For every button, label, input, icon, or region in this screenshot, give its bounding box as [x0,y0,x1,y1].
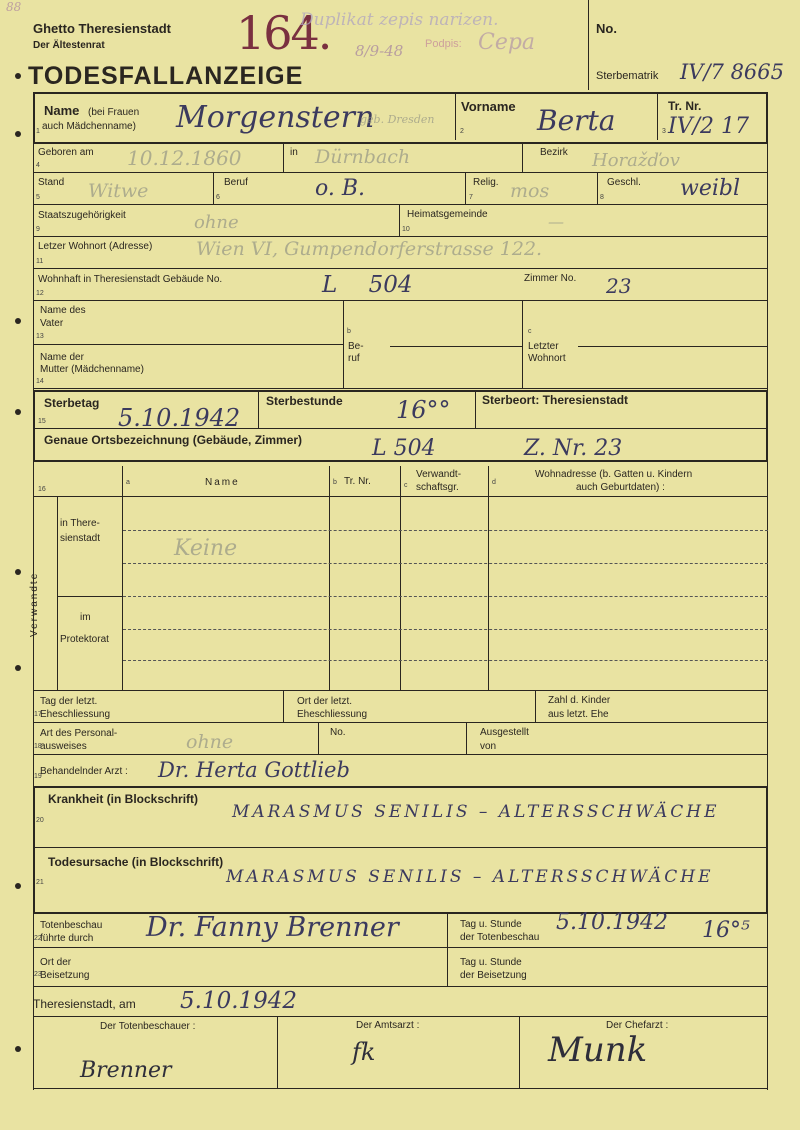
divider [329,466,330,690]
row-line [57,596,122,597]
field-number: 11 [36,258,44,265]
field-number: 16 [38,486,46,493]
ortsbezeichnung-building: L 504 [372,436,436,461]
vater-label2: Vater [40,318,64,329]
name-sub1: (bei Frauen [88,107,140,118]
beisetzung-ort-label2: Beisetzung [40,970,90,981]
divider [475,392,476,428]
in-theresienstadt-label2: sienstadt [60,533,101,544]
in-theresienstadt-label1: in There- [60,518,100,529]
header-divider [588,0,589,90]
sterbematrik-value: IV/7 8665 [680,60,785,84]
divider [657,94,658,140]
divider [522,300,523,388]
mutter-label1: Name der [40,352,84,363]
field-number: 7 [469,194,473,201]
field-number: 21 [36,879,44,886]
col-name: Name [205,477,240,488]
bezirk-value: Horažďov [592,150,680,171]
beisetzung-tag-label1: Tag u. Stunde [460,957,522,968]
col-wohn2: auch Geburtdaten) : [576,482,665,493]
parent-wohnort-label1: Letzter [528,341,559,352]
document-title: TODESFALLANZEIGE [28,62,304,90]
binder-hole [15,883,21,889]
name-label: Name [44,103,80,118]
ausweis-value: ohne [186,731,234,753]
name-sub2: auch Mädchenname) [42,121,136,132]
arzt-value: Dr. Herta Gottlieb [158,758,350,782]
totenbeschau-value: Dr. Fanny Brenner [146,912,399,943]
divider [597,172,598,204]
right-border [767,92,768,1090]
row-line [33,268,768,269]
ehe-ort-label1: Ort der letzt. [297,696,353,707]
divider [522,142,523,172]
row-line [33,722,768,723]
vater-label1: Name des [40,305,86,316]
maiden-name-value: geb. Dresden [360,113,435,126]
divider [318,722,319,754]
field-number: 17 [34,711,42,718]
field-letter: b [347,328,351,335]
stamp-date: 8/9-48 [355,42,404,60]
chefarzt-label: Der Chefarzt : [606,1020,669,1031]
col-wohn1: Wohnadresse (b. Gatten u. Kindern [535,469,693,480]
field-number: 9 [36,226,40,233]
relig-label: Relig. [473,177,499,188]
geschl-label: Geschl. [607,177,641,188]
in-label: in [290,147,298,158]
divider [488,466,489,690]
parent-beruf-label1: Be- [348,341,364,352]
ausgestellt-label2: von [480,741,497,752]
parent-beruf-label2: ruf [348,353,360,364]
amtsarzt-signature: fk [352,1038,376,1066]
binder-hole [15,1046,21,1052]
sterbetag-label: Sterbetag [44,396,100,410]
row-line [33,754,768,755]
geboren-label: Geboren am [38,147,94,158]
sterbematrik-label: Sterbematrik [596,70,659,82]
beisetzung-tag-label2: der Beisetzung [460,970,527,981]
vorname-label: Vorname [461,99,516,114]
tr-label: Tr. Nr. [668,99,702,113]
divider [465,172,466,204]
dotted-line [123,660,768,661]
divider [447,912,448,986]
org-name: Ghetto Theresienstadt [33,21,171,36]
gebaeude-label: Wohnhaft in Theresienstadt Gebäude No. [38,274,223,285]
relig-value: mos [510,180,550,202]
zimmer-value: 23 [606,274,632,298]
beisetzung-ort-label1: Ort der [40,957,72,968]
faint-stamp: Duplikat zepis narizen. [300,10,499,30]
divider [213,172,214,204]
row-line [33,204,768,205]
field-number: 12 [36,290,44,297]
totenbeschau-time: 16°⁵ [702,918,750,943]
field-number: 2 [460,128,464,135]
divider [535,690,536,722]
binder-hole [15,569,21,575]
field-letter: c [404,482,408,489]
beruf-label: Beruf [224,177,248,188]
field-number: 13 [36,333,44,340]
totenbeschauer-label: Der Totenbeschauer : [100,1021,196,1032]
binder-hole [15,665,21,671]
field-number: 8 [600,194,604,201]
handwritten-number: 164. [236,6,331,60]
todesursache-label: Todesursache (in Blockschrift) [48,855,224,869]
col-verw1: Verwandt- [416,469,462,480]
ehe-tag-label1: Tag der letzt. [40,696,98,707]
geboren-value: 10.12.1860 [127,146,242,170]
field-number: 18 [34,743,42,750]
field-letter: a [126,479,130,486]
parent-wohnort-label2: Wohnort [528,353,566,364]
field-number: 3 [662,128,666,135]
place-date-value: 5.10.1942 [180,988,298,1014]
in-value: Dürnbach [315,146,411,168]
divider [283,142,284,172]
binder-hole [15,409,21,415]
row-line [35,847,766,848]
org-department: Der Ältestenrat [33,40,105,51]
divider [122,466,123,690]
field-number: 15 [38,418,46,425]
no-label: No. [596,21,617,36]
krankheit-value: MARASMUS SENILIS – ALTERSSCHWÄCHE [232,802,720,822]
podpis-label: Podpis: [425,38,462,50]
field-number: 6 [216,194,220,201]
bottom-border [33,1088,768,1089]
staat-value: ohne [194,212,239,233]
row-line [33,172,768,173]
geschl-value: weibl [680,176,741,201]
ehe-ort-label2: Eheschliessung [297,709,368,720]
protektorat-label: Protektorat [60,634,109,645]
row-line [390,346,522,347]
surname-value: Morgenstern [176,100,375,135]
totenbeschau-label2: führte durch [40,933,94,944]
im-label: im [80,612,91,623]
totenbeschau-label1: Totenbeschau [40,920,103,931]
ausweis-no-label: No. [330,727,346,738]
beruf-value: o. B. [315,176,366,201]
ortsbezeichnung-label: Genaue Ortsbezeichnung (Gebäude, Zimmer) [44,433,303,447]
wohnort-label: Letzer Wohnort (Adresse) [38,241,153,252]
row-line [33,388,768,389]
field-letter: b [333,479,337,486]
field-letter: d [492,479,496,486]
stand-value: Witwe [88,180,149,202]
field-number: 20 [36,817,44,824]
divider [400,466,401,690]
divider [258,392,259,428]
field-number: 23 [34,971,42,978]
divider [57,496,58,690]
ausweis-label2: ausweises [40,741,87,752]
kinder-label2: aus letzt. Ehe [548,709,609,720]
vorname-value: Berta [537,104,616,137]
field-number: 4 [36,162,40,169]
divider [343,300,344,388]
col-verw2: schaftsgr. [416,482,459,493]
ausweis-label1: Art des Personal- [40,728,118,739]
binder-hole [15,73,21,79]
bezirk-label: Bezirk [540,147,568,158]
dotted-line [123,530,768,531]
verwandte-side-label: Verwandte [29,571,40,637]
zimmer-label: Zimmer No. [524,273,577,284]
divider [519,1016,520,1088]
chefarzt-signature: Munk [548,1030,648,1070]
binder-hole [15,318,21,324]
sterbestunde-label: Sterbestunde [266,394,343,408]
todesursache-value: MARASMUS SENILIS – ALTERSSCHWÄCHE [226,867,714,887]
totenbeschauer-signature: Brenner [80,1058,172,1083]
row-line [33,1016,768,1017]
row-line [33,986,768,987]
krankheit-label: Krankheit (in Blockschrift) [48,792,199,806]
heimat-label: Heimatsgemeinde [407,209,488,220]
sterbetag-value: 5.10.1942 [118,404,241,432]
ausgestellt-label1: Ausgestellt [480,727,529,738]
page-number: 88 [6,0,22,14]
row-line [33,300,768,301]
field-number: 19 [34,773,42,780]
amtsarzt-label: Der Amtsarzt : [356,1020,420,1031]
row-line [578,346,768,347]
dotted-line [123,596,768,597]
divider [399,204,400,236]
ortsbezeichnung-room: Z. Nr. 23 [524,436,623,461]
field-number: 1 [36,128,40,135]
totenbeschau-tag-label2: der Totenbeschau [460,932,540,943]
staat-label: Staatszugehörigkeit [38,210,126,221]
row-line [33,236,768,237]
divider [277,1016,278,1088]
stand-label: Stand [38,177,65,188]
divider [455,94,456,140]
heimat-value: — [548,212,564,231]
binder-hole [15,131,21,137]
row-line [33,690,768,691]
dotted-line [123,629,768,630]
totenbeschau-date: 5.10.1942 [556,910,668,935]
field-number: 10 [402,226,410,233]
field-letter: c [528,328,532,335]
arzt-label: Behandelnder Arzt : [40,766,128,777]
place-date-label: Theresienstadt, am [33,997,136,1011]
field-number: 22 [34,935,42,942]
totenbeschau-tag-label1: Tag u. Stunde [460,919,522,930]
wohnort-value: Wien VI, Gumpendorferstrasse 122. [196,238,543,260]
divider [283,690,284,722]
field-number: 14 [36,378,44,385]
divider [466,722,467,754]
ehe-tag-label2: Eheschliessung [40,709,111,720]
col-tr: Tr. Nr. [344,476,371,487]
dotted-line [123,563,768,564]
mutter-label2: Mutter (Mädchenname) [40,364,144,375]
row-line [33,344,343,345]
relatives-value: Keine [174,536,238,561]
podpis-signature: Cepa [478,30,536,55]
kinder-label1: Zahl d. Kinder [548,695,611,706]
gebaeude-value: L 504 [322,272,413,298]
row-line [33,947,768,948]
sterbeort-label: Sterbeort: Theresienstadt [482,393,629,407]
field-number: 5 [36,194,40,201]
sterbestunde-value: 16°° [396,396,451,424]
tr-value: IV/2 17 [668,114,749,139]
